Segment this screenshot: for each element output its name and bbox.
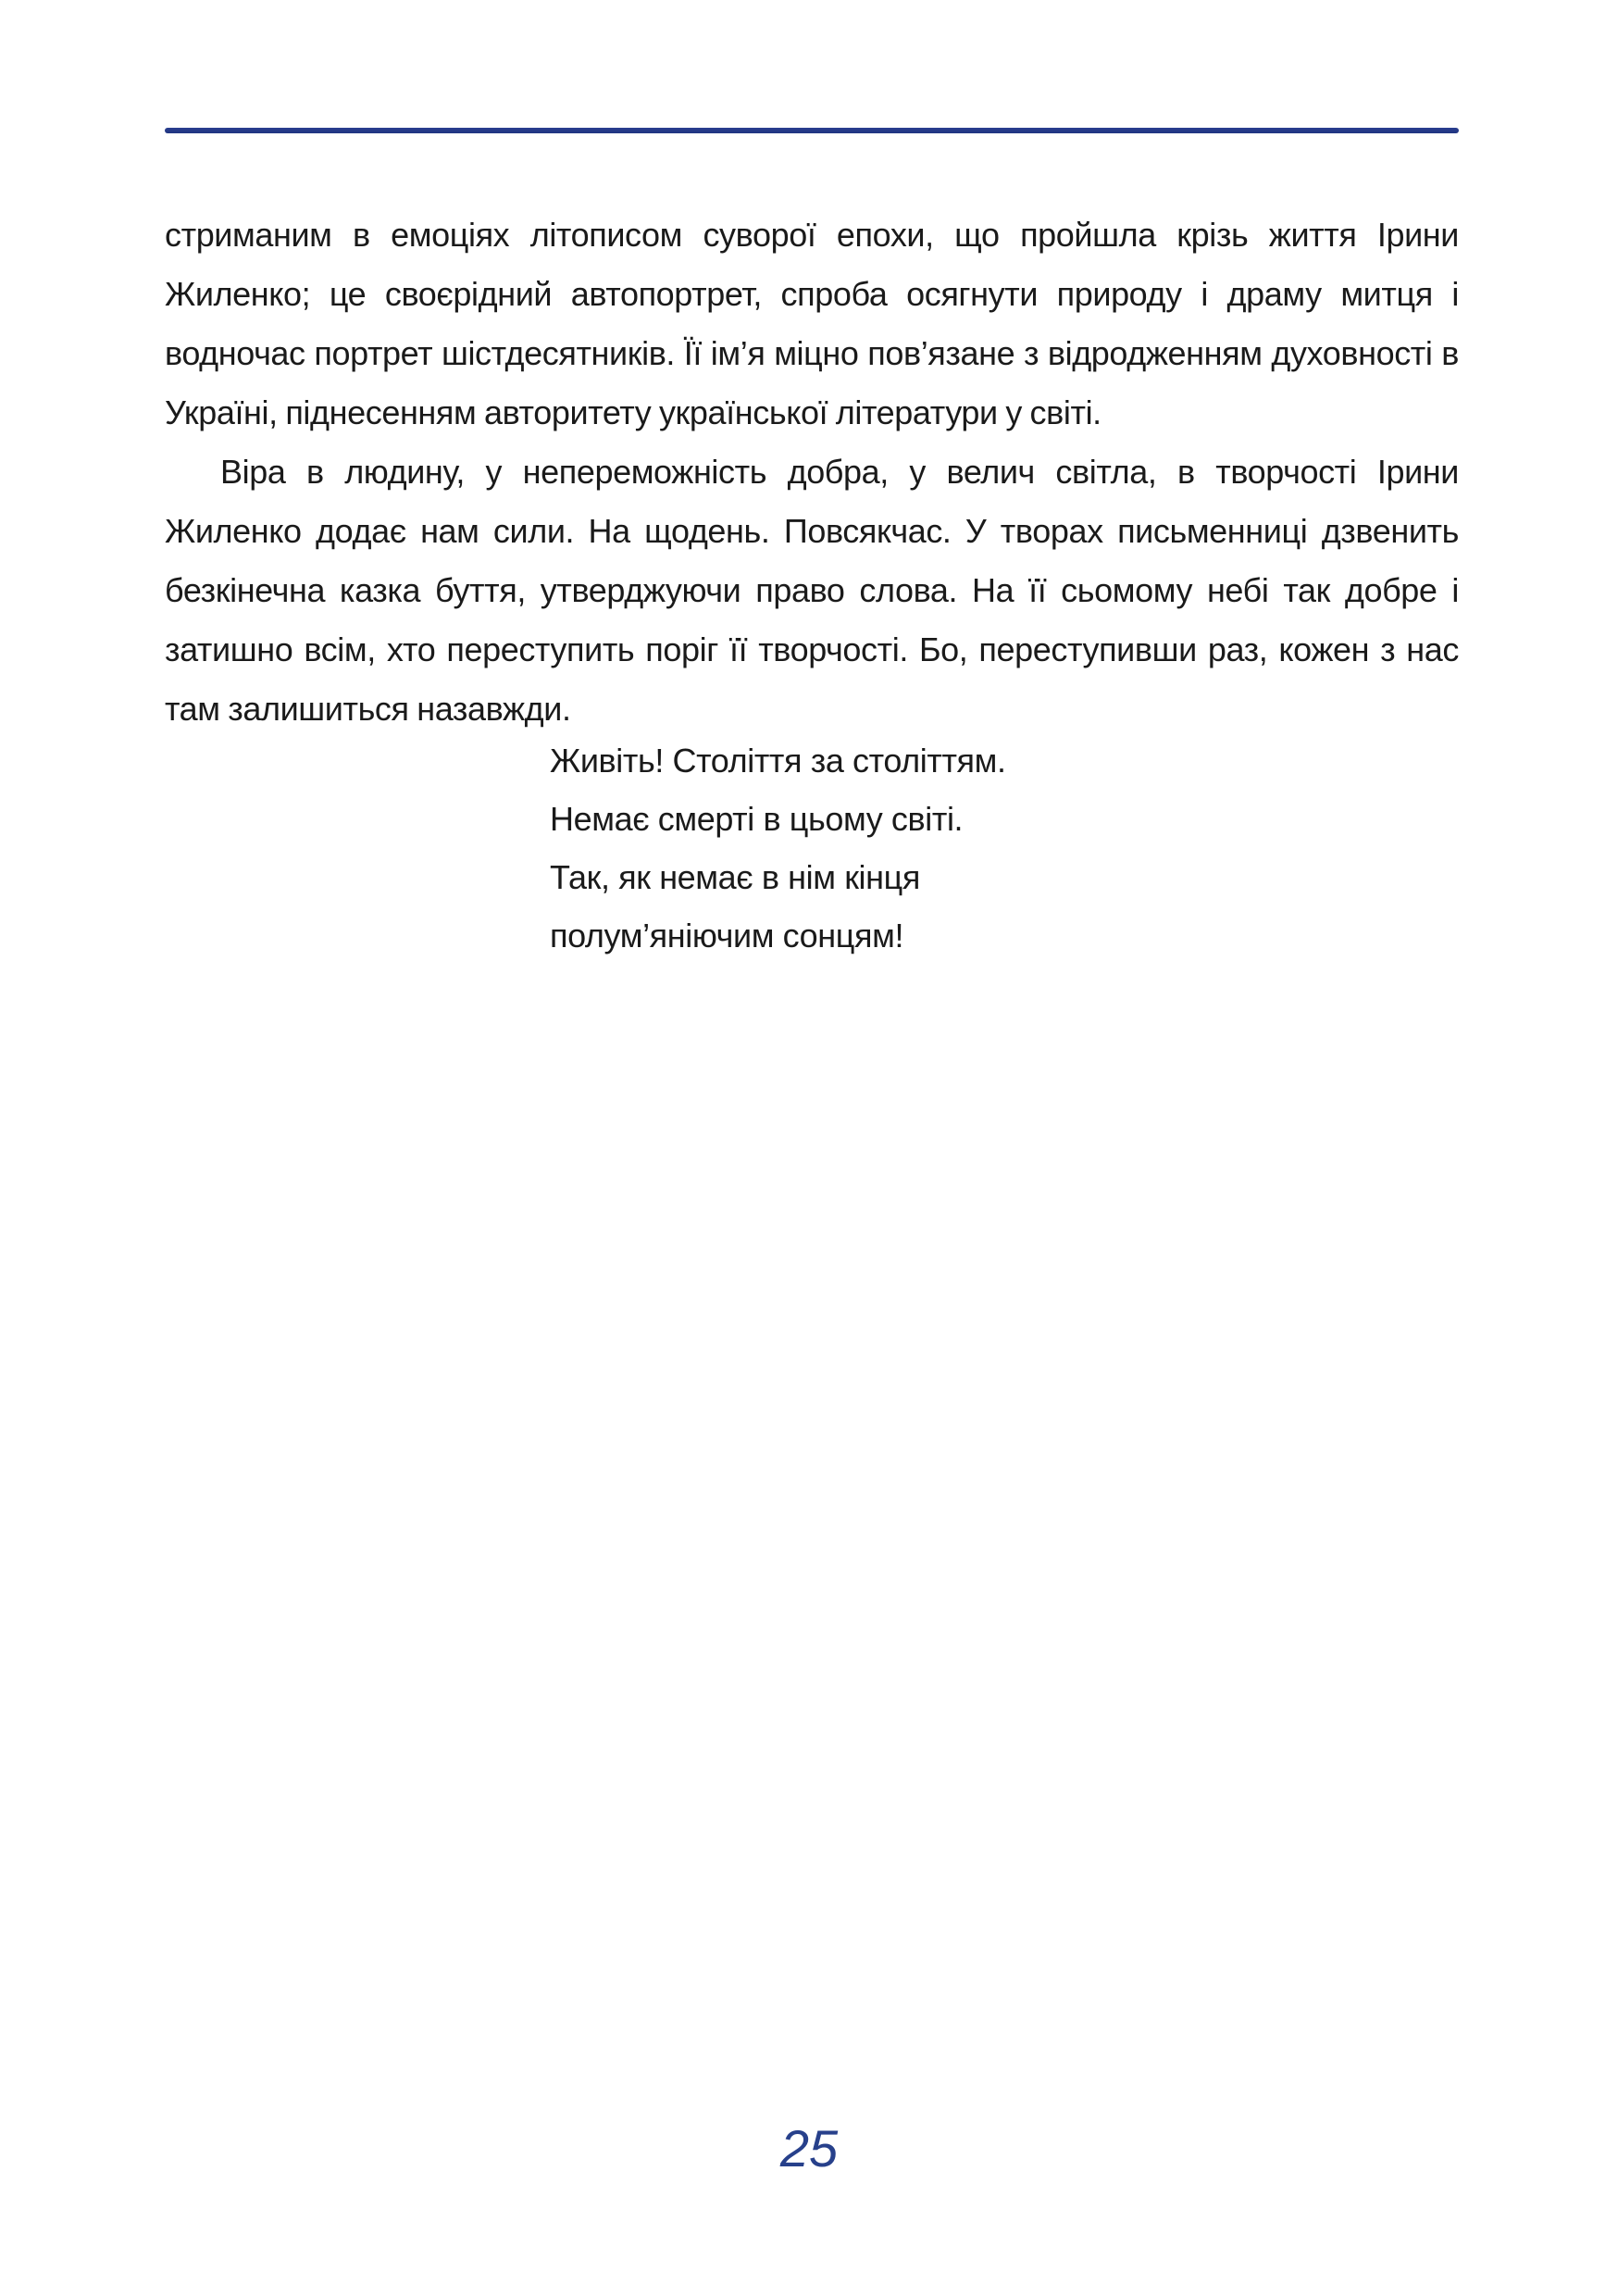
poem-line: Живіть! Століття за століттям. xyxy=(550,742,1006,780)
poem-stanza xyxy=(550,731,1006,965)
poem-line: Немає смерті в цьому світі. xyxy=(550,800,964,838)
header-rule xyxy=(165,128,1459,133)
paragraph-continuation: стриманим в емоціях літописом суворої епохи, що пройшла крізь життя Ірини Жиленко; це своєрідний автопортрет, спроба осягнути природу і драму митця і водночас портрет шістдесятників. Її ім’я міцно пов’язане з відродженням духовності в Україні, піднесенням авторитету української літератури у світі. xyxy=(165,216,1459,431)
body-text xyxy=(165,206,1459,739)
page-number: 25 xyxy=(779,2119,839,2177)
poem-line: Так, як немає в нім кінця xyxy=(550,858,920,896)
paragraph: Віра в людину, у непереможність добра, у велич світла, в творчості Ірини Жиленко додає нам сили. На щодень. Повсякчас. У творах письменниці дзвенить безкінечна казка буття, утверджуючи право слова. На її сьомому небі так добре і затишно всім, хто переступить поріг її творчості. Бо, переступивши раз, кожен з нас там залишиться назавжди. xyxy=(165,453,1459,728)
poem-line: полум’яніючим сонцям! xyxy=(550,917,904,955)
